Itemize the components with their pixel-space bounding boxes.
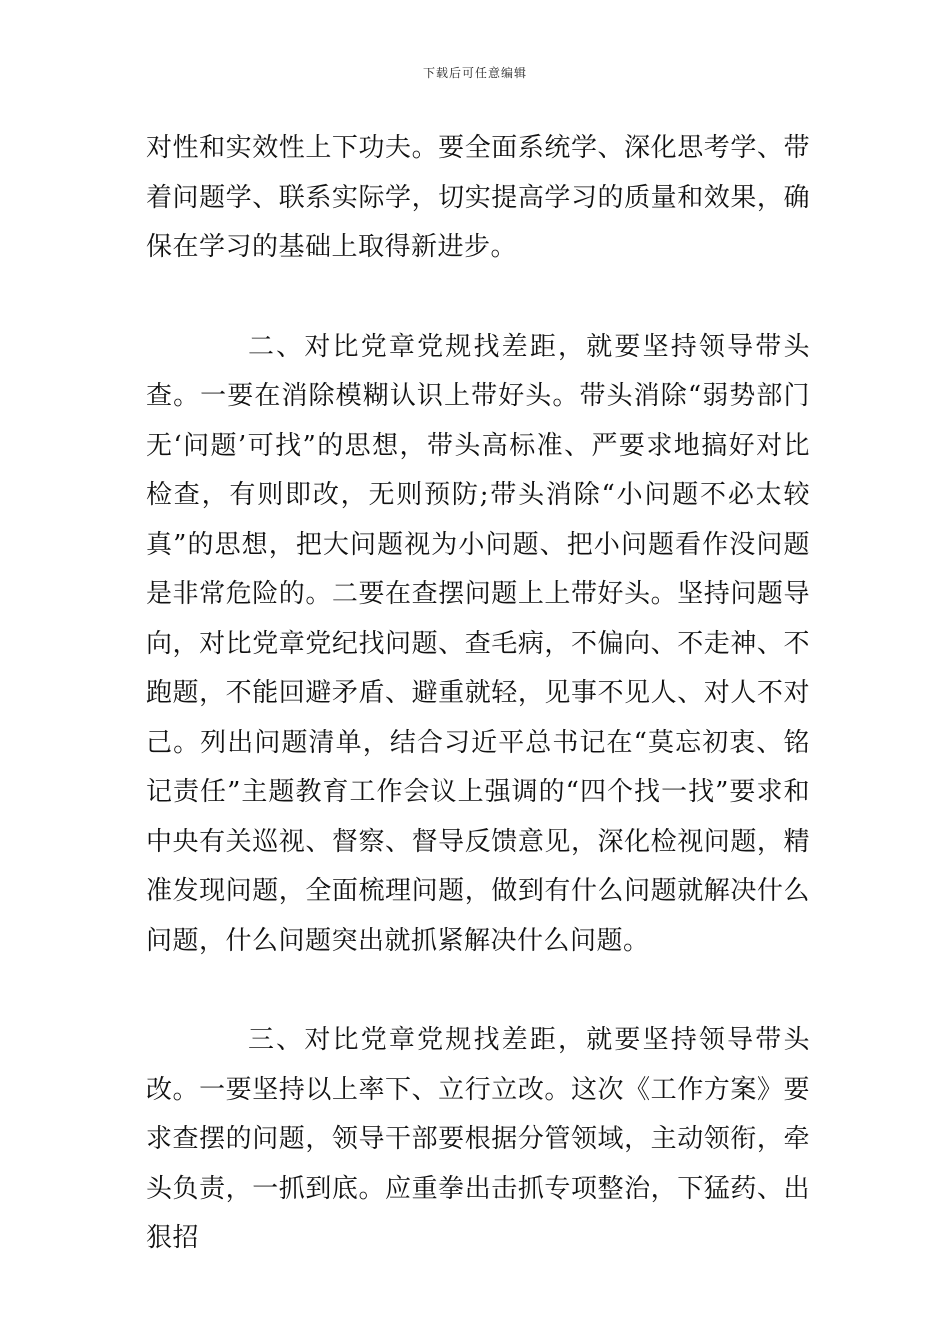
paragraph-3: 三、对比党章党规找差距，就要坚持领导带头改。一要坚持以上率下、立行立改。这次《工作方案》要求查摆的问题，领导干部要根据分管领域，主动领衔，牵头负责，一抓到底。应重拳出击抓专项整治，下猛药、出狠招 (146, 1025, 810, 1253)
page-header: 下载后可任意编辑 (422, 66, 527, 80)
document-body (146, 124, 810, 1264)
paragraph-gap (146, 966, 810, 1016)
paragraph-1: 对性和实效性上下功夫。要全面系统学、深化思考学、带着问题学、联系实际学，切实提高学习的质量和效果，确保在学习的基础上取得新进步。 (146, 133, 810, 262)
paragraph-2: 二、对比党章党规找差距，就要坚持领导带头查。一要在消除模糊认识上带好头。带头消除“弱势部门无‘问题’可找”的思想，带头高标准、严要求地搞好对比检查，有则即改，无则预防;带头消除“小问题不必太较真”的思想，把大问题视为小问题、把小问题看作没问题是非常危险的。二要在查摆问题上上带好头。坚持问题导向，对比党章党纪找问题、查毛病，不偏向、不走神、不跑题，不能回避矛盾、避重就轻，见事不见人、对人不对己。列出问题清单，结合习近平总书记在“莫忘初衷、铭记责任”主题教育工作会议上强调的“四个找一找”要求和中央有关巡视、督察、督导反馈意见，深化检视问题，精准发现问题，全面梳理问题，做到有什么问题就解决什么问题，什么问题突出就抓紧解决什么问题。 (146, 331, 810, 956)
paragraph-gap (146, 273, 810, 323)
